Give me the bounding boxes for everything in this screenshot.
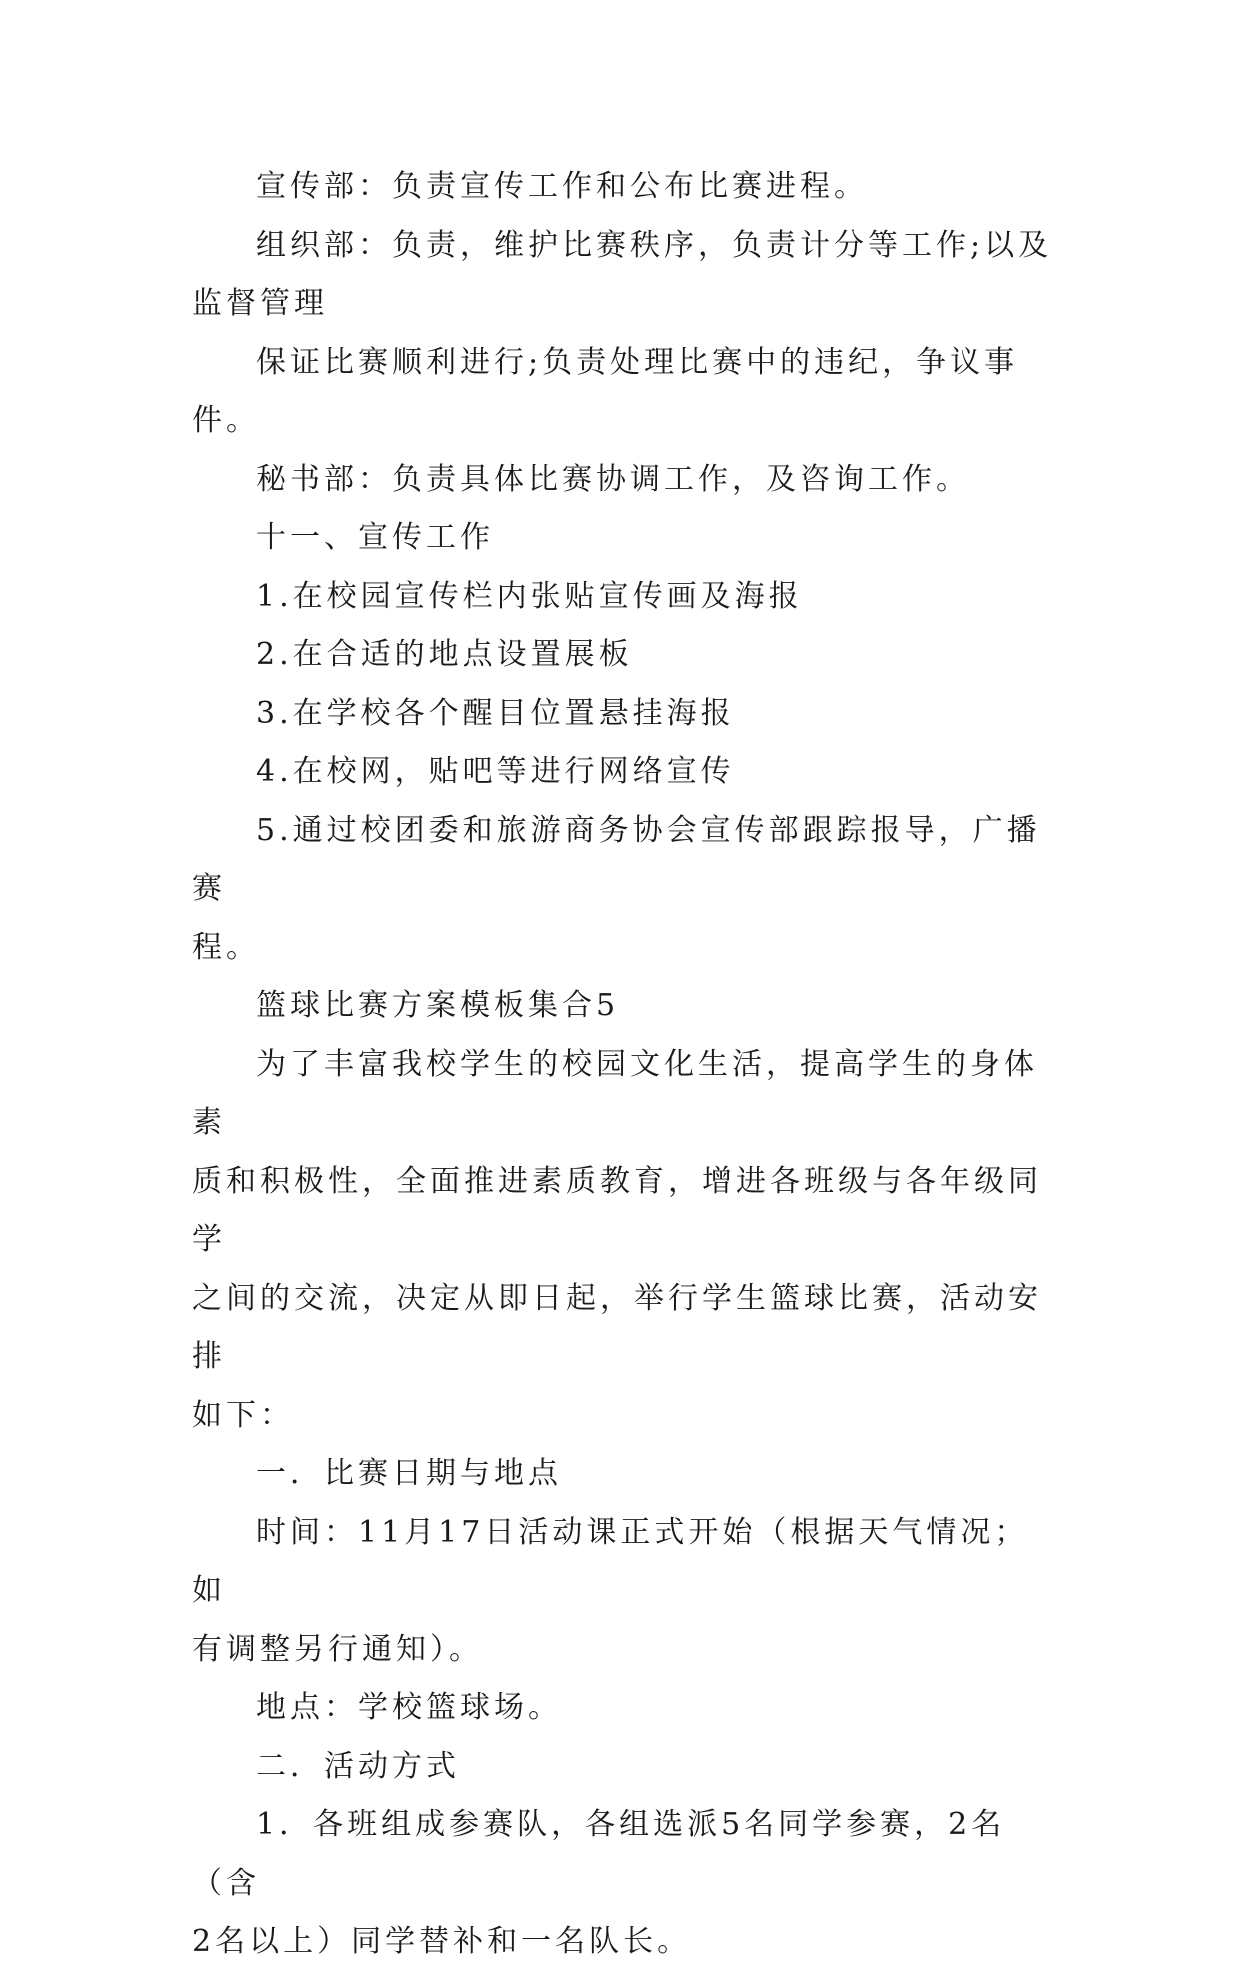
text-line: 宣传部：负责宣传工作和公布比赛进程。 [256, 169, 868, 204]
text-line: 之间的交流，决定从即日起，举行学生篮球比赛，活动安排 [192, 1280, 1042, 1374]
paragraph [192, 685, 1062, 744]
text-line: 地点：学校篮球场。 [256, 1690, 562, 1725]
text-line: 篮球比赛方案模板集合5 [256, 988, 620, 1023]
paragraph [192, 802, 1062, 978]
text-line: 一．比赛日期与地点 [256, 1456, 562, 1491]
text-line: 程。 [192, 929, 260, 965]
text-line: 秘书部：负责具体比赛协调工作，及咨询工作。 [256, 461, 970, 497]
text-line: 监督管理 [192, 286, 328, 321]
paragraph [192, 217, 1062, 334]
text-line: 组织部：负责，维护比赛秩序，负责计分等工作;以及 [256, 227, 1053, 263]
text-line: 如下： [192, 1397, 294, 1433]
paragraph [192, 1796, 1062, 1972]
text-line: 1.在校园宣传栏内张贴宣传画及海报 [256, 578, 803, 614]
text-line: 有调整另行通知）。 [192, 1631, 483, 1667]
text-line: 4.在校网，贴吧等进行网络宣传 [256, 754, 735, 789]
paragraph [192, 626, 1062, 685]
paragraph [192, 1445, 1062, 1504]
text-line: 2.在合适的地点设置展板 [256, 637, 633, 672]
text-line: 1．各班组成参赛队，各组选派5名同学参赛，2名（含 [192, 1807, 1006, 1901]
paragraph [192, 334, 1062, 451]
text-line: 2名以上）同学替补和一名队长。 [192, 1924, 692, 1959]
text-line: 质和积极性，全面推进素质教育，增进各班级与各年级同学 [192, 1163, 1042, 1257]
paragraph [192, 1036, 1062, 1446]
paragraph [192, 568, 1062, 627]
paragraph [192, 1679, 1062, 1738]
paragraph [192, 509, 1062, 568]
text-line: 为了丰富我校学生的校园文化生活，提高学生的身体素 [192, 1046, 1038, 1140]
text-line: 时间：11月17日活动课正式开始（根据天气情况；如 [192, 1514, 1029, 1608]
paragraph [192, 1738, 1062, 1797]
text-line: 十一、宣传工作 [256, 520, 494, 555]
text-line: 5.通过校团委和旅游商务协会宣传部跟踪报导，广播赛 [192, 812, 1041, 906]
paragraph [192, 977, 1062, 1036]
text-line: 3.在学校各个醒目位置悬挂海报 [256, 695, 735, 731]
text-line: 保证比赛顺利进行;负责处理比赛中的违纪，争议事件。 [192, 344, 1019, 438]
paragraph [192, 451, 1062, 510]
paragraph [192, 158, 1062, 217]
document-body [192, 158, 1062, 1972]
paragraph [192, 743, 1062, 802]
text-line: 二．活动方式 [256, 1748, 460, 1784]
paragraph [192, 1504, 1062, 1680]
